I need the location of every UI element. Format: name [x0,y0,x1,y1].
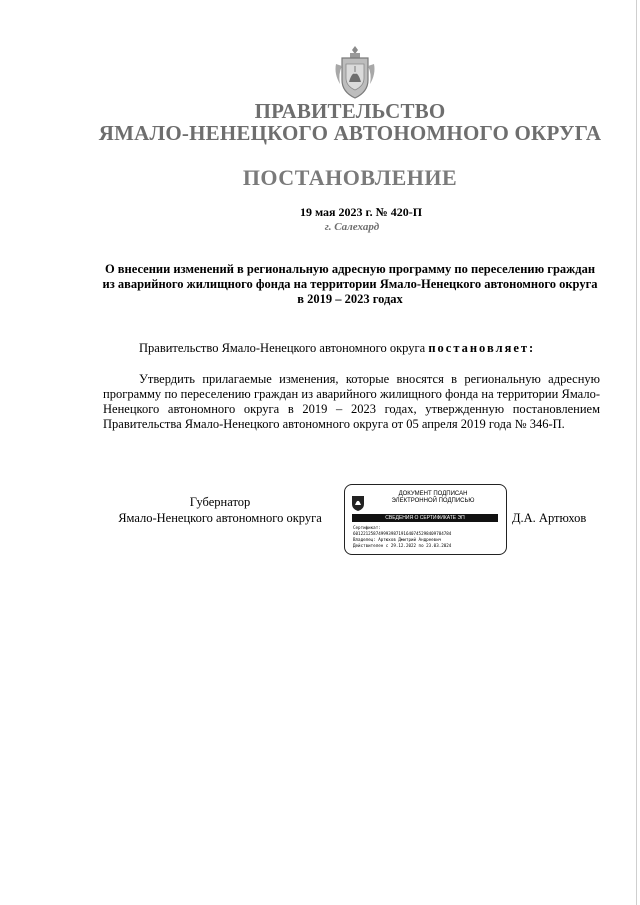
signer-organization: Ямало-Ненецкого автономного округа [118,511,322,525]
document-subject: О внесении изменений в региональную адресную программу по переселению граждан из аварийного жилищного фонда на территории Ямало-Ненецкого автономного округа в 2019 – 2023 годах [102,262,598,306]
stamp-validity: Действителен с 29.12.2022 по 23.03.2024 [353,543,452,548]
intro-paragraph [139,341,535,356]
stamp-certificate-bar: СВЕДЕНИЯ О СЕРТИФИКАТЕ ЭП [352,514,498,522]
region-title: ЯМАЛО-НЕНЕЦКОГО АВТОНОМНОГО ОКРУГА [98,121,602,145]
intro-verb: постановляет: [428,341,536,355]
stamp-cert-label: Сертификат: [353,525,381,530]
intro-text: Правительство Ямало-Ненецкого автономного округа [139,341,429,355]
coat-of-arms-icon [351,494,365,512]
stamp-title-line1: ДОКУМЕНТ ПОДПИСАН [398,491,468,497]
signer-name: Д.А. Артюхов [512,511,587,525]
body-paragraph: Утвердить прилагаемые изменения, которые вносятся в региональную адресную программу по переселению граждан из аварийного жилищного фонда на территории Ямало-Ненецкого автономного округа в 2019 – 2023 годах, утвержденную постановлением Правительства Ямало-Ненецкого автономного округа от 05 апреля 2019 года № 346-П. [103,372,600,431]
signer-position: Губернатор [189,495,251,509]
stamp-owner: Владелец: Артюхов Дмитрий Андреевич [353,537,442,542]
stamp-cert-number: 601221258749993987191640745298409784784 [353,531,452,536]
stamp-title-line2: ЭЛЕКТРОННОЙ ПОДПИСЬЮ [391,498,475,504]
date-and-number: 19 мая 2023 г. № 420-П [299,205,423,219]
government-title: ПРАВИТЕЛЬСТВО [254,99,446,123]
document-type: ПОСТАНОВЛЕНИЕ [242,165,458,190]
electronic-signature-stamp [344,484,507,555]
city: г. Салехард [324,221,380,233]
coat-of-arms-icon [332,44,378,100]
